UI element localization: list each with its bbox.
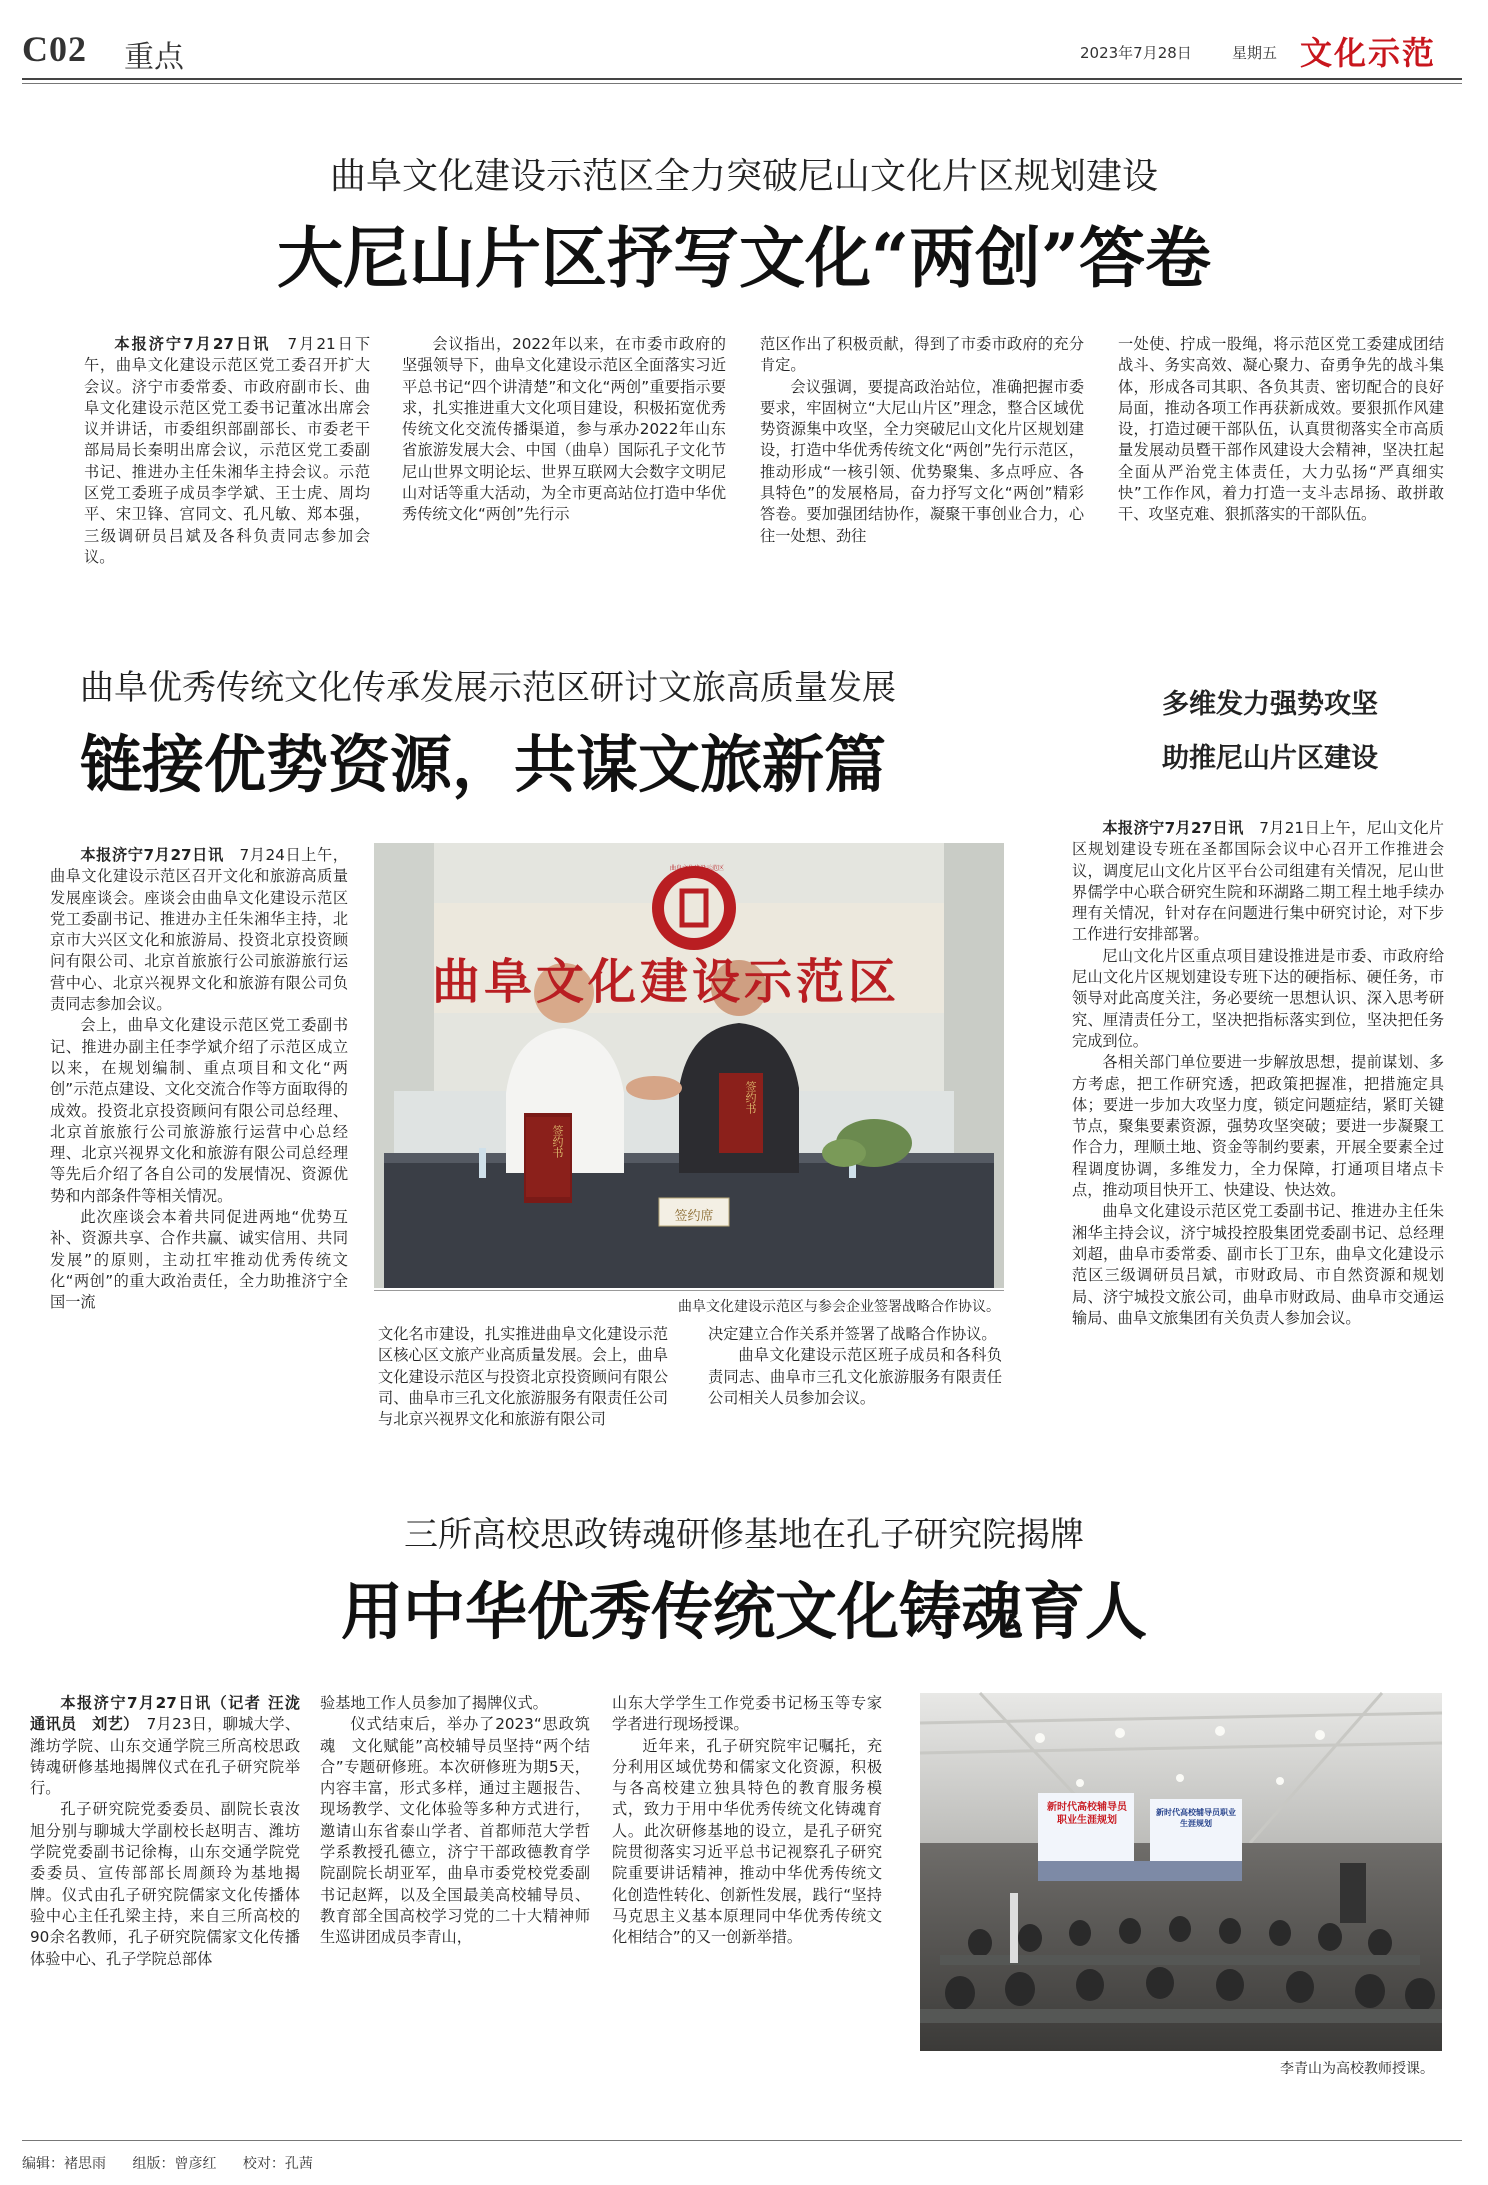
story1-column-3 xyxy=(760,334,1084,594)
page-number: C02 xyxy=(22,29,87,69)
story3-dateline: 本报济宁7月27日讯 xyxy=(1102,819,1244,837)
story4-dateline: 本报济宁7月27日讯（记者 汪泷 通讯员 刘艺） xyxy=(30,1694,316,1734)
story1-column-1 xyxy=(84,334,370,594)
story3-body xyxy=(1072,818,1444,1454)
story3-headline-line2: 助推尼山片区建设 xyxy=(1162,743,1378,774)
story4-column-2 xyxy=(320,1693,590,2023)
classroom-photo xyxy=(920,1693,1442,2051)
story1-headline: 大尼山片区抒写文化“两创”答卷 xyxy=(277,219,1211,297)
story4-kicker: 三所高校思政铸魂研修基地在孔子研究院揭牌 xyxy=(404,1515,1084,1555)
photo-seal-text: 曲阜文化建设示范区 xyxy=(670,865,725,872)
story2-col3a-text: 决定建立合作关系并签署了战略合作协议。 xyxy=(708,1325,997,1343)
story1-col1-text: 7月21日下午，曲阜文化建设示范区党工委召开扩大会议。济宁市委常委、市政府副市长、曲阜文化建设示范区党工委书记董冰出席会议并讲话，市委组织部副部长、市委老干部局局长秦明出席会议，示范区党工委副书记、推进办主任朱湘华主持会议。示范区党工委班子成员李学斌、王士虎、周均平、宋卫锋、宫同文、孔凡敏、郑本强，三级调研员吕斌及各科负责同志参加会议。 xyxy=(84,335,371,566)
story1-col3a-text: 范区作出了积极贡献，得到了市委市政府的充分肯定。 xyxy=(760,335,1084,375)
classroom-photo-caption: 李青山为高校教师授课。 xyxy=(1280,2061,1434,2077)
story2-column-2 xyxy=(378,1324,668,1464)
brand-logo: 文化示范 xyxy=(1300,34,1437,72)
story2-col1a-text: 7月24日上午，曲阜文化建设示范区召开文化和旅游高质量发展座谈会。座谈会由曲阜文化建设示范区党工委副书记、推进办主任朱湘华主持，北京市大兴区文化和旅游局、投资北京投资顾问有限公司、北京首旅旅行公司旅游旅行运营中心、北京兴视界文化和旅游有限公司负责同志参加会议。 xyxy=(50,846,348,1014)
story4-column-3 xyxy=(612,1693,882,2023)
signing-photo xyxy=(374,843,1004,1288)
signing-photo-caption: 曲阜文化建设示范区与参会企业签署战略合作协议。 xyxy=(678,1299,1000,1315)
story1-dateline: 本报济宁7月27日讯 xyxy=(114,335,271,353)
story1-col3b-text: 会议强调，要提高政治站位，准确把握市委要求，牢固树立“大尼山片区”理念，整合区域优势资源集中攻坚，全力突破尼山文化片区规划建设，打造中华优秀传统文化“两创”先行示范区，推动形成“一核引领、优势聚集、多点呼应、各具特色”的发展格局，奋力抒写文化“两创”精彩答卷。要加强团结协作，凝聚干事创业合力，心往一处想、劲往 xyxy=(760,377,1084,545)
story1-column-4 xyxy=(1118,334,1444,594)
story4-col2a-text: 验基地工作人员参加了揭牌仪式。 xyxy=(320,1694,548,1712)
story1-col4-text: 一处使、拧成一股绳，将示范区党工委建成团结战斗、务实高效、凝心聚力、奋勇争先的战斗集体，形成各司其职、各负其责、密切配合的良好局面，推动各项工作再获新成效。要狠抓作风建设，打造过硬干部队伍，认真贯彻落实全市高质量发展动员暨干部作风建设大会精神，坚决扛起全面从严治党主体责任，大力弘扬“严真细实快”工作作风，着力打造一支斗志昂扬、敢拼敢干、攻坚克难、狠抓落实的干部队伍。 xyxy=(1118,335,1444,524)
classroom-screen-left: 新时代高校辅导员职业生涯规划 xyxy=(1047,1802,1127,1826)
masthead xyxy=(22,22,1462,74)
header-rule xyxy=(22,78,1462,80)
story2-dateline: 本报济宁7月27日讯 xyxy=(80,846,224,864)
story4-col1b-text: 孔子研究院党委委员、副院长袁汝旭分别与聊城大学副校长赵明吉、潍坊学院党委副书记徐梅，山东交通学院党委委员、宣传部部长周颜玲为基地揭牌。仪式由孔子研究院儒家文化传播体验中心主任孔梁主持，来自三所高校的90余名教师，孔子研究院儒家文化传播体验中心、孔子学院总部体 xyxy=(30,1800,300,1968)
story2-headline: 链接优势资源，共谋文旅新篇 xyxy=(80,728,887,801)
credit-editor: 编辑：褚思雨 xyxy=(22,2156,106,2172)
story4-col1a-text: 7月23日，聊城大学、潍坊学院、山东交通学院三所高校思政铸魂研修基地揭牌仪式在孔子研究院举行。 xyxy=(30,1715,301,1798)
classroom-photo-art xyxy=(920,1693,1442,2051)
story2-column-1 xyxy=(50,845,348,1460)
story2-kicker: 曲阜优秀传统文化传承发展示范区研讨文旅高质量发展 xyxy=(80,668,896,708)
header-rule-thin xyxy=(22,83,1462,84)
story4-headline: 用中华优秀传统文化铸魂育人 xyxy=(340,1575,1147,1648)
story2-col1b-text: 会上，曲阜文化建设示范区党工委副书记、推进办副主任李学斌介绍了示范区成立以来，在规划编制、重点项目和文化“两创”示范点建设、文化交流合作等方面取得的成效。投资北京投资顾问有限公司总经理、北京首旅旅行公司旅游旅行运营中心总经理、北京兴视界文化和旅游有限公司总经理等先后介绍了各自公司的发展情况、资源优势和内部条件等相关情况。 xyxy=(50,1016,348,1205)
story3-p2-text: 尼山文化片区重点项目建设推进是市委、市政府给尼山文化片区规划建设专班下达的硬指标、硬任务，市领导对此高度关注，务必要统一思想认识、深入思考研究、厘清责任分工，坚决把指标落实到位，坚决把任务完成到位。 xyxy=(1072,946,1444,1050)
story1-kicker: 曲阜文化建设示范区全力突破尼山文化片区规划建设 xyxy=(329,156,1158,197)
story4-column-1 xyxy=(30,1693,316,2023)
issue-date: 2023年7月28日 xyxy=(1080,44,1192,62)
story2-column-3 xyxy=(708,1324,1002,1464)
photo-banner-text: 曲阜文化建设示范区 xyxy=(432,954,901,1010)
story2-col2-text: 文化名市建设，扎实推进曲阜文化建设示范区核心区文旅产业高质量发展。会上，曲阜文化建设示范区与投资北京投资顾问有限公司、曲阜市三孔文化旅游服务有限责任公司与北京兴视界文化和旅游有限公司 xyxy=(378,1325,668,1429)
story2-col3b-text: 曲阜文化建设示范区班子成员和各科负责同志、曲阜市三孔文化旅游服务有限责任公司相关人员参加会议。 xyxy=(708,1346,1002,1407)
story1-column-2 xyxy=(402,334,742,594)
issue-weekday: 星期五 xyxy=(1232,44,1278,62)
photo-caption-rule xyxy=(374,1290,1004,1291)
photo-folder-left: 签约书 xyxy=(551,1125,564,1158)
credit-layout: 组版：曾彦红 xyxy=(132,2156,217,2172)
classroom-screen-right: 新时代高校辅导员职业生涯规划 xyxy=(1156,1807,1236,1828)
story3-headline-line1: 多维发力强势攻坚 xyxy=(1162,689,1378,720)
credits-footer xyxy=(22,2153,335,2173)
story1-col2-text: 会议指出，2022年以来，在市委市政府的坚强领导下，曲阜文化建设示范区全面落实习近平总书记“四个讲清楚”和文化“两创”重要指示要求，扎实推进重大文化项目建设，积极拓宽优秀传统文化交流传播渠道，参与承办2022年山东省旅游发展大会、中国（曲阜）国际孔子文化节 尼山世界文明论坛、世界互联网大会数字文明尼山对话等重大活动，为全市更高站位打造中华优秀传统文化“两创”先行示 xyxy=(402,335,742,524)
story2-col1c-text: 此次座谈会本着共同促进两地“优势互补、资源共享、合作共赢、诚实信用、共同发展”的原则，主动扛牢推动优秀传统文化“两创”的重大政治责任，全力助推济宁全国一流 xyxy=(50,1208,348,1312)
credit-proof: 校对：孔茜 xyxy=(242,2156,313,2172)
story4-col3b-text: 近年来，孔子研究院牢记嘱托，充分利用区域优势和儒家文化资源，积极与各高校建立独具特色的教育服务模式，致力于用中华优秀传统文化铸魂育人。此次研修基地的设立，是孔子研究院贯彻落实习近平总书记视察孔子研究院重要讲话精神，推动中华优秀传统文化创造性转化、创新性发展，践行“坚持马克思主义基本原理同中华优秀传统文化相结合”的又一创新举措。 xyxy=(612,1736,882,1947)
section-name: 重点 xyxy=(124,40,184,75)
photo-table-sign: 签约席 xyxy=(674,1209,714,1224)
story3-p4-text: 曲阜文化建设示范区党工委副书记、推进办主任朱湘华主持会议，济宁城投控股集团党委副书记、总经理刘超，曲阜市委常委、副市长丁卫东，曲阜文化建设示范区三级调研员吕斌，市财政局、市自然资源和规划局、济宁城投文旅公司，曲阜市财政局、曲阜市交通运输局、曲阜文旅集团有关负责人参加会议。 xyxy=(1072,1202,1444,1327)
story3-p1-text: 7月21日上午，尼山文化片区规划建设专班在圣都国际会议中心召开工作推进会议，调度尼山文化片区平台公司组建有关情况，尼山世界儒学中心联合研究生院和环湖路二期工程土地手续办理有关情况，针对存在问题进行集中研究讨论，对下步工作进行安排部署。 xyxy=(1072,819,1444,944)
photo-folder-right: 签约书 xyxy=(744,1081,757,1114)
story4-col2b-text: 仪式结束后，举办了2023“思政筑魂 文化赋能”高校辅导员坚持“两个结合”专题研修班。本次研修班为期5天，内容丰富，形式多样，通过主题报告、现场教学、文化体验等多种方式进行，邀请山东省泰山学者、首都师范大学哲学系教授孔德立，济宁干部政德教育学院副院长胡亚军，曲阜市委党校党委副书记赵辉，以及全国最美高校辅导员、教育部全国高校学习党的二十大精神师生巡讲团成员李青山， xyxy=(320,1715,590,1947)
story3-p3-text: 各相关部门单位要进一步解放思想，提前谋划、多方考虑，把工作研究透，把政策把握准，把措施定具体；要进一步加大攻坚力度，锁定问题症结，紧盯关键节点，聚集要素资源，强势攻坚突破；要进一步凝聚工作合力，理顺土地、资金等制约要素，开展全要素全过程调度协调，多维发力，全力保障，打通项目堵点卡点，推动项目快开工、快建设、快达效。 xyxy=(1072,1053,1444,1200)
story4-col3a-text: 山东大学学生工作党委书记杨玉等专家学者进行现场授课。 xyxy=(612,1694,882,1734)
footer-rule xyxy=(22,2140,1462,2141)
